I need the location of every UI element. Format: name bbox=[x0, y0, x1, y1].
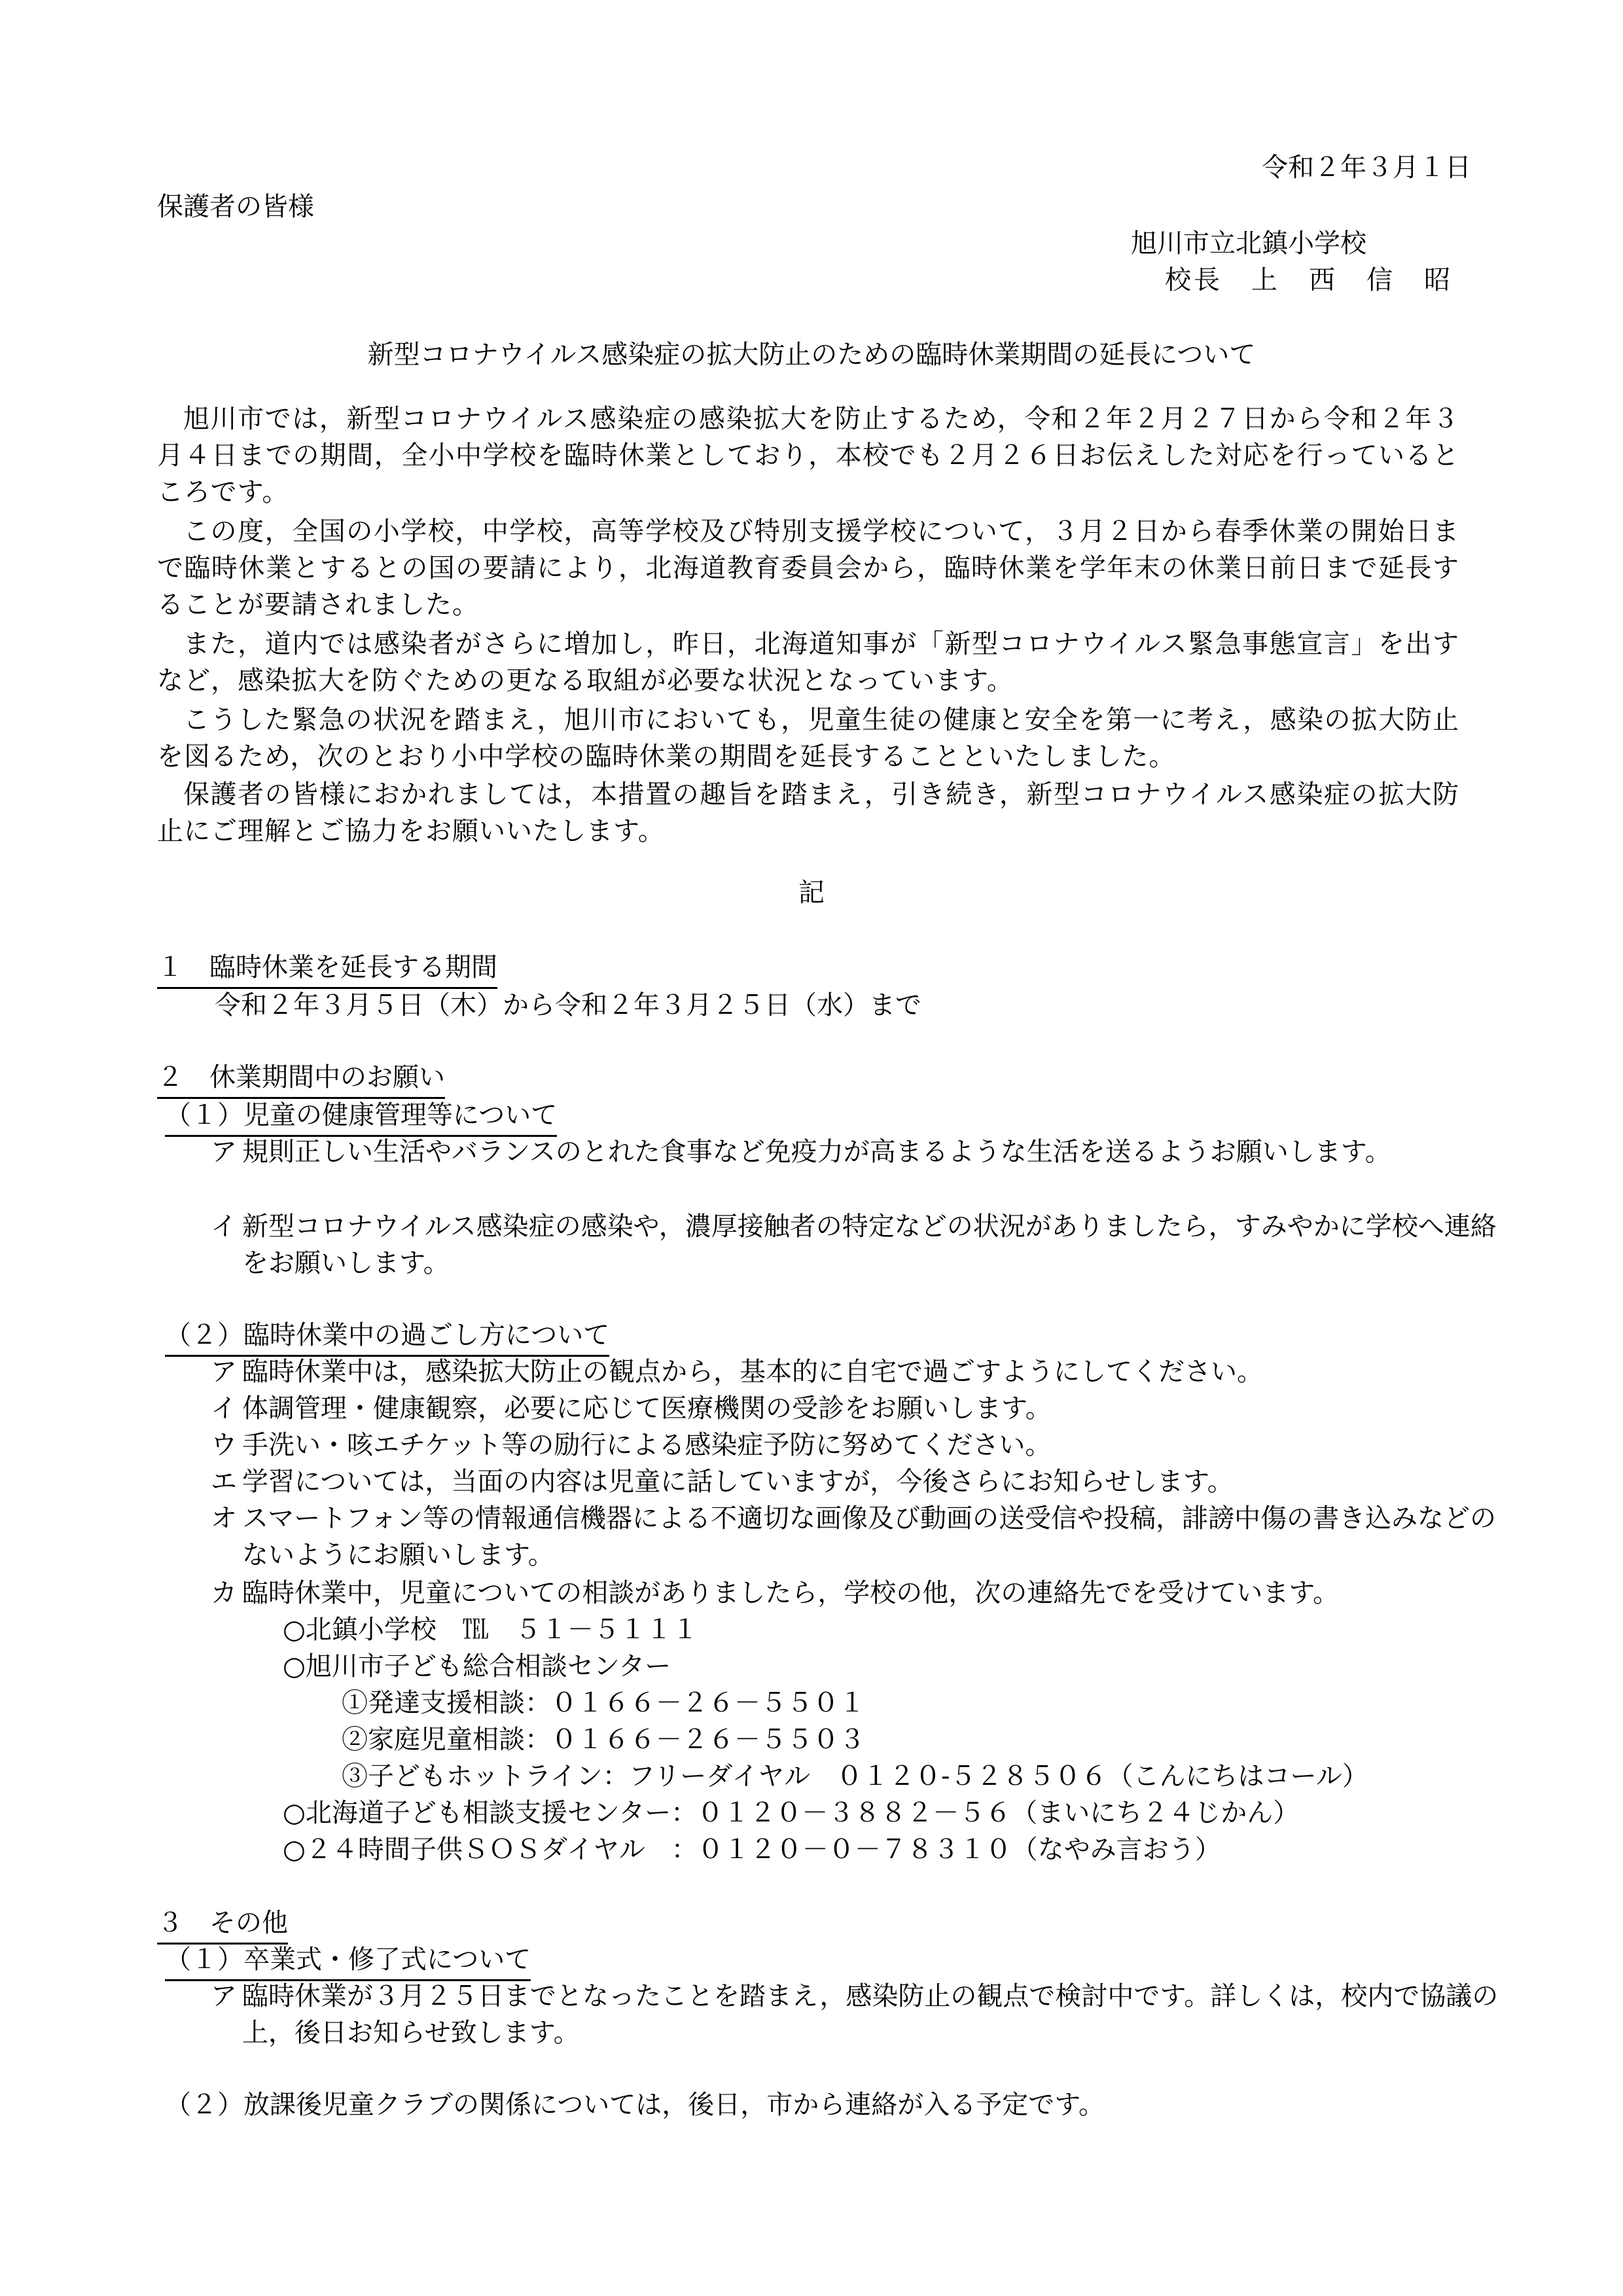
list-item bbox=[211, 1463, 1518, 1500]
document-date: 令和２年３月１日 bbox=[1262, 152, 1471, 183]
contact-hokkaido: ○北海道子ども相談支援センター：０１２０－３８８２－５６（まいにち２４じかん） bbox=[283, 1798, 1300, 1828]
school-name: 旭川市立北鎮小学校 bbox=[1131, 228, 1366, 259]
section-heading bbox=[157, 1059, 445, 1099]
subsection-heading bbox=[165, 1941, 531, 1981]
list-item bbox=[211, 1354, 1518, 1390]
list-marker: オ bbox=[211, 1503, 237, 1534]
list-marker: ア bbox=[211, 1981, 237, 2011]
ki-marker: 記 bbox=[798, 878, 825, 908]
subsection-heading bbox=[165, 1097, 557, 1137]
list-marker: エ bbox=[211, 1467, 237, 1497]
body-paragraph: 旭川市では，新型コロナウイルス感染症の感染拡大を防止するため，令和２年２月２７日から令和２年３月４日までの期間，全小中学校を臨時休業としており，本校でも２月２６日お伝えした対応を行っているところです。 bbox=[157, 404, 1459, 507]
closure-period: 令和２年３月５日（木）から令和２年３月２５日（水）まで bbox=[215, 990, 921, 1020]
section-1-heading: １ 臨時休業を延長する期間 bbox=[157, 949, 497, 989]
contact-center-line: ②家庭児童相談：０１６６－２６－５５０３ bbox=[342, 1725, 865, 1755]
contact-center-line: ③子どもホットライン：フリーダイヤル ０１２０-５２８５０６（こんにちはコール） bbox=[342, 1761, 1368, 1791]
body-paragraph: この度，全国の小学校，中学校，高等学校及び特別支援学校について，３月２日から春季休業の開始日まで臨時休業とするとの国の要請により，北海道教育委員会から，臨時休業を学年末の休業日前日まで延長することが要請されました。 bbox=[157, 516, 1459, 620]
list-item bbox=[211, 1575, 1518, 1611]
section-heading bbox=[157, 1905, 288, 1945]
list-item-text: 臨時休業が３月２５日までとなったことを踏まえ，感染防止の観点で検討中です。詳しくは，校内で協議の上，後日お知らせ致します。 bbox=[242, 1981, 1499, 2048]
section-3-heading: ３ その他 bbox=[157, 1905, 288, 1945]
list-marker: イ bbox=[211, 1211, 237, 1242]
list-item-text: 新型コロナウイルス感染症の感染や，濃厚接触者の特定などの状況がありましたら，すみやかに学校へ連絡をお願いします。 bbox=[242, 1211, 1497, 1278]
list-item-text: 臨時休業中，児童についての相談がありましたら，学校の他，次の連絡先でを受けています。 bbox=[242, 1578, 1339, 1608]
section-3-2-text: （２）放課後児童クラブの関係については，後日，市から連絡が入る予定です。 bbox=[165, 2090, 1105, 2120]
list-item bbox=[211, 1500, 1518, 1573]
contact-school: ○北鎮小学校 ℡ ５１－５１１１ bbox=[283, 1615, 698, 1645]
contact-center: ○旭川市子ども総合相談センター bbox=[283, 1651, 671, 1681]
body-paragraph: 保護者の皆様におかれましては，本措置の趣旨を踏まえ，引き続き，新型コロナウイルス感染症の拡大防止にご理解とご協力をお願いいたします。 bbox=[157, 780, 1459, 846]
list-marker: ア bbox=[211, 1357, 237, 1387]
section-2-1-heading: （１）児童の健康管理等について bbox=[165, 1097, 557, 1137]
list-marker: ウ bbox=[211, 1430, 237, 1460]
section-2-2-heading: （２）臨時休業中の過ごし方について bbox=[165, 1317, 609, 1357]
contact-center-line: ①発達支援相談：０１６６－２６－５５０１ bbox=[342, 1688, 865, 1718]
list-marker: カ bbox=[211, 1578, 237, 1608]
list-item-text: 規則正しい生活やバランスのとれた食事など免疫力が高まるような生活を送るようお願いします。 bbox=[242, 1137, 1391, 1167]
document-title: 新型コロナウイルス感染症の拡大防止のための臨時休業期間の延長について bbox=[367, 340, 1256, 370]
section-heading bbox=[157, 949, 497, 989]
section-2-heading: ２ 休業期間中のお願い bbox=[157, 1059, 445, 1099]
list-item bbox=[211, 1208, 1518, 1282]
recipient-line: 保護者の皆様 bbox=[157, 192, 314, 222]
list-item-text: 学習については，当面の内容は児童に話していますが，今後さらにお知らせします。 bbox=[242, 1467, 1234, 1497]
list-item-text: 臨時休業中は，感染拡大防止の観点から，基本的に自宅で過ごすようにしてください。 bbox=[242, 1357, 1263, 1387]
list-item bbox=[211, 1134, 1518, 1170]
list-item-text: 体調管理・健康観察，必要に応じて医療機関の受診をお願いします。 bbox=[242, 1393, 1052, 1424]
principal-name: 校長 上 西 信 昭 bbox=[1165, 265, 1453, 295]
list-item bbox=[211, 1978, 1518, 2051]
section-3-1-heading: （１）卒業式・修了式について bbox=[165, 1941, 531, 1981]
subsection-heading bbox=[165, 1317, 609, 1357]
list-item-text: スマートフォン等の情報通信機器による不適切な画像及び動画の送受信や投稿，誹謗中傷の書き込みなどのないようにお願いします。 bbox=[242, 1503, 1496, 1570]
list-item bbox=[211, 1427, 1518, 1463]
list-marker: イ bbox=[211, 1393, 237, 1424]
list-item-text: 手洗い・咳エチケット等の励行による感染症予防に努めてください。 bbox=[242, 1430, 1052, 1460]
body-paragraph: また，道内では感染者がさらに増加し，昨日，北海道知事が「新型コロナウイルス緊急事態宣言」を出すなど，感染拡大を防ぐための更なる取組が必要な状況となっています。 bbox=[157, 629, 1459, 696]
list-marker: ア bbox=[211, 1137, 237, 1167]
list-item bbox=[211, 1390, 1518, 1427]
contact-sos: ○２４時間子供ＳＯＳダイヤル ：０１２０－０－７８３１０（なやみ言おう） bbox=[283, 1835, 1221, 1865]
body-paragraph: こうした緊急の状況を踏まえ，旭川市においても，児童生徒の健康と安全を第一に考え，感染の拡大防止を図るため，次のとおり小中学校の臨時休業の期間を延長することといたしました。 bbox=[157, 705, 1459, 772]
